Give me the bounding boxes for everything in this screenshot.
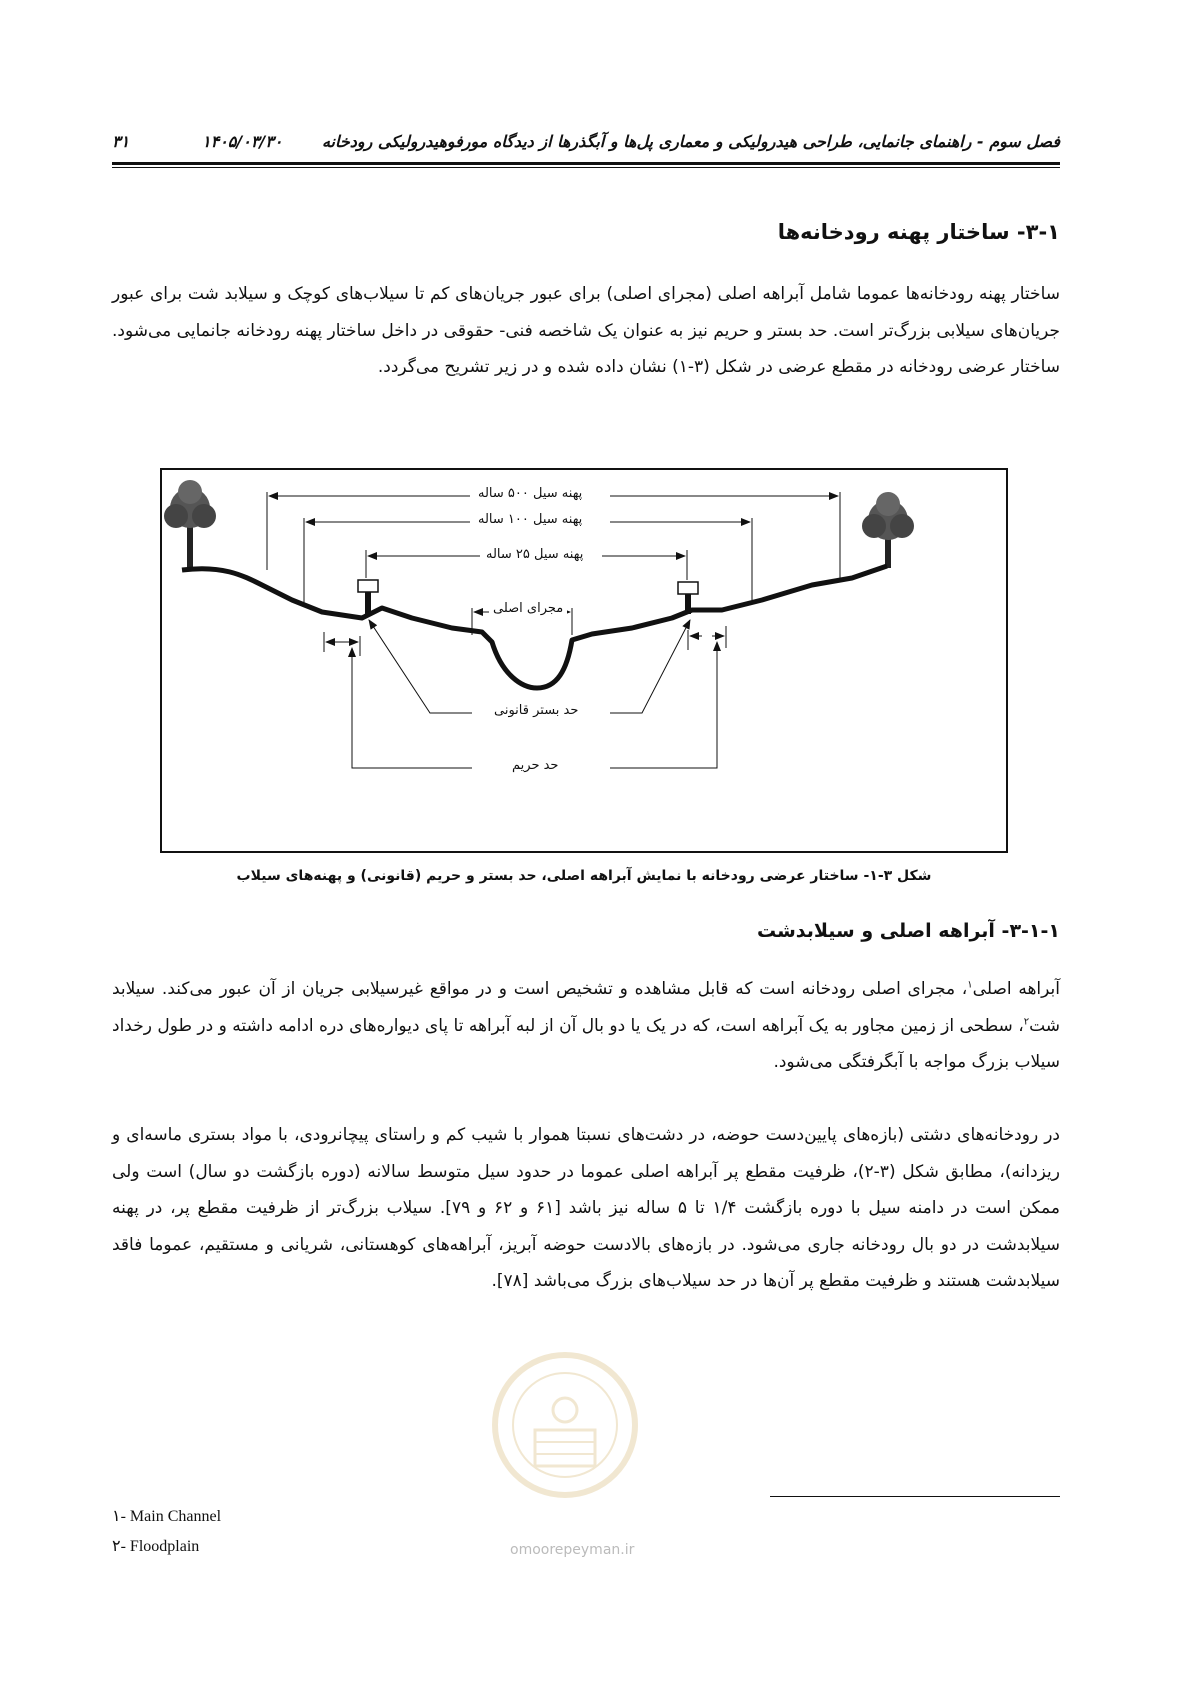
footnote-2: ۲- Floodplain — [112, 1538, 200, 1555]
header-rule — [112, 162, 1060, 165]
footnote-ref-2: ۲ — [1023, 1015, 1030, 1027]
cross-section-diagram — [162, 470, 1006, 851]
tree-left-icon — [164, 480, 216, 568]
label-flood-25: پهنه سیل ۲۵ ساله — [482, 547, 587, 562]
subsection-title: ۳-۱-۱- آبراهه اصلی و سیلابدشت — [756, 920, 1060, 942]
watermark-url: omoorepeyman.ir — [510, 1542, 635, 1558]
label-main-channel: مجرای اصلی — [489, 601, 567, 616]
watermark-seal-icon — [490, 1330, 640, 1520]
header-date: ۱۴۰۵/۰۳/۳۰ — [202, 132, 283, 151]
footnote-rule — [770, 1496, 1060, 1497]
footnote-1: ۱- Main Channel — [112, 1508, 222, 1525]
subsection-paragraph-1: آبراهه اصلی$^۱$، مجرای اصلی رودخانه است که قابل مشاهده و تشخیص است و در مواقع غیرسیلابی جریان از آن عبور می‌کند. سیلابد شت$^۲$، سطحی از زمین مجاور به یک آبراهه است، که در یک یا دو بال آن از لبه آبراهه تا پای دیواره‌های دره ادامه داشته و در طول رخداد سیلاب بزرگ مواجه با آبگرفتگی می‌شود. — [112, 979, 1060, 1072]
label-flood-100: پهنه سیل ۱۰۰ ساله — [474, 512, 586, 527]
river-cross-section-figure — [160, 468, 1008, 853]
subsection-paragraph-2: در رودخانه‌های دشتی (بازه‌های پایین‌دست حوضه، در دشت‌های نسبتا هموار با شیب کم و راستای پیچانرودی، با مواد بستری ماسه‌ای و ریزدانه)، مطابق شکل (۳-۲)، ظرفیت مقطع پر آبراهه اصلی عموما در حدود سیل متوسط سالانه (دوره بازگشت دو سال) است ولی ممکن است در دامنه سیل با دوره بازگشت ۱/۴ تا ۵ ساله نیز باشد [۶۱ و ۶۲ و ۷۹]. سیلاب بزرگ‌تر از ظرفیت مقطع پر، در پهنه سیلابدشت در دو بال رودخانه جاری می‌شود. در بازه‌های بالادست حوضه آبریز، آبراهه‌های کوهستانی، شریانی و مستقیم، عموما فاقد سیلابدشت هستند و ظرفیت مقطع پر آن‌ها در حد سیلاب‌های بزرگ می‌باشد [۷۸]. — [112, 1125, 1060, 1291]
label-buffer: حد حریم — [508, 758, 562, 773]
footnote-ref-1: ۱ — [967, 979, 973, 991]
label-legal-bed: حد بستر قانونی — [490, 703, 582, 718]
label-flood-500: پهنه سیل ۵۰۰ ساله — [474, 486, 586, 501]
header-rule-thin — [112, 167, 1060, 168]
section-paragraph: ساختار پهنه رودخانه‌ها عموما شامل آبراهه اصلی (مجرای اصلی) برای عبور جریان‌های کم تا سیلاب‌های کوچک و سیلابد شت برای عبور جریان‌های سیلابی بزرگ‌تر است. حد بستر و حریم نیز به عنوان یک شاخصه فنی- حقوقی در داخل ساختار پهنه رودخانه جانمایی می‌شود. ساختار عرضی رودخانه در مقطع عرضی در شکل (۳-۱) نشان داده شده و در زیر تشریح می‌گردد. — [111, 284, 1060, 377]
page-header — [112, 128, 1060, 158]
ground-profile — [182, 566, 887, 688]
tree-right-icon — [862, 492, 914, 568]
chapter-title: فصل سوم - راهنمای جانمایی، طراحی هیدرولیکی و معماری پل‌ها و آبگذرها از دیدگاه مورفوهیدرولیکی رودخانه — [321, 132, 1060, 151]
section-title: ۳-۱- ساختار پهنه رودخانه‌ها — [777, 220, 1060, 244]
figure-caption: شکل ۳-۱- ساختار عرضی رودخانه با نمایش آبراهه اصلی، حد بستر و حریم (قانونی) و پهنه‌های سیلاب — [236, 868, 932, 884]
page-number: ۳۱ — [112, 132, 130, 151]
